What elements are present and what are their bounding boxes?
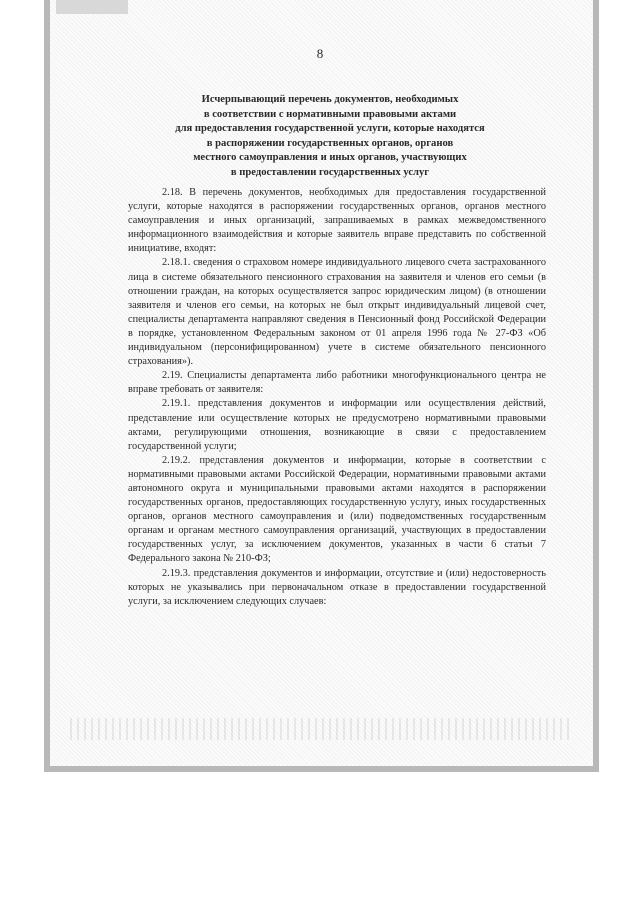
title-line: в распоряжении государственных органов, органов (206, 137, 454, 149)
paragraph-2-18-1: 2.18.1. сведения о страховом номере индивидуального лицевого счета застрахованного лица в системе обязательного пенсионного страхования на заявителя и членов его семьи (в отношении граждан, на которых осуществляется запрос юридическим лицом) (в отношении заявителя и членов его семьи, на которых не был открыт индивидуальный лицевой счет, специалисты департамента направляют сведения в Пенсионный фонд Российской Федерации в порядке, установленном Федеральным законом от 01 апреля 1996 года № 27-ФЗ «Об индивидуальном (персонифицированном) учете в системе обязательного пенсионного страхования»). (128, 257, 546, 368)
title-line: в соответствии с нормативными правовыми актами (203, 108, 457, 120)
paragraph-2-19-2: 2.19.2. представления документов и информации, которые в соответствии с нормативными правовыми актами Российской Федерации, нормативными правовыми актами автономного округа и муниципальными правовыми актами находятся в распоряжении государственных органов, предоставляющих государственную услугу, иных государственных органов, органов местного самоуправления и (или) подведомственных государственным органам и органам местного самоуправления организаций, участвующих в предоставлении государственных услуг, за исключением документов, указанных в части 6 статьи 7 Федерального закона № 210-ФЗ; (128, 454, 546, 565)
paragraph-2-18: 2.18. В перечень документов, необходимых для предоставления государственной услуги, которые находятся в распоряжении государственных органов, органов местного самоуправления и иных организаций, запрашиваемых в рамках межведомственного информационного взаимодействия и которые заявитель вправе представить по собственной инициативе, входят: (128, 187, 546, 255)
title-line: для предоставления государственной услуги, которые находятся (175, 123, 485, 135)
page-number: 8 (316, 46, 324, 61)
title-line: местного самоуправления и иных органов, участвующих (193, 152, 467, 164)
section-title (120, 93, 540, 181)
title-line: Исчерпывающий перечень документов, необходимых (201, 94, 459, 105)
title-line: в предоставлении государственных услуг (230, 166, 430, 178)
paragraph-2-19-1: 2.19.1. представления документов и информации или осуществления действий, представление или осуществление которых не предусмотрено нормативными правовыми актами, регулирующими отношения, возникающие в связи с предоставлением государственной услуги; (128, 398, 546, 452)
paragraph-2-19-3: 2.19.3. представления документов и информации, отсутствие и (или) недостоверность которых не указывались при первоначальном отказе в предоставлении государственной услуги, за исключением следующих случаев: (128, 567, 546, 607)
scan-edge-strip (56, 0, 128, 14)
paragraph-2-19: 2.19. Специалисты департамента либо работники многофункционального центра не вправе требовать от заявителя: (128, 370, 546, 396)
scan-artifact (70, 718, 570, 740)
document-body (128, 186, 546, 609)
